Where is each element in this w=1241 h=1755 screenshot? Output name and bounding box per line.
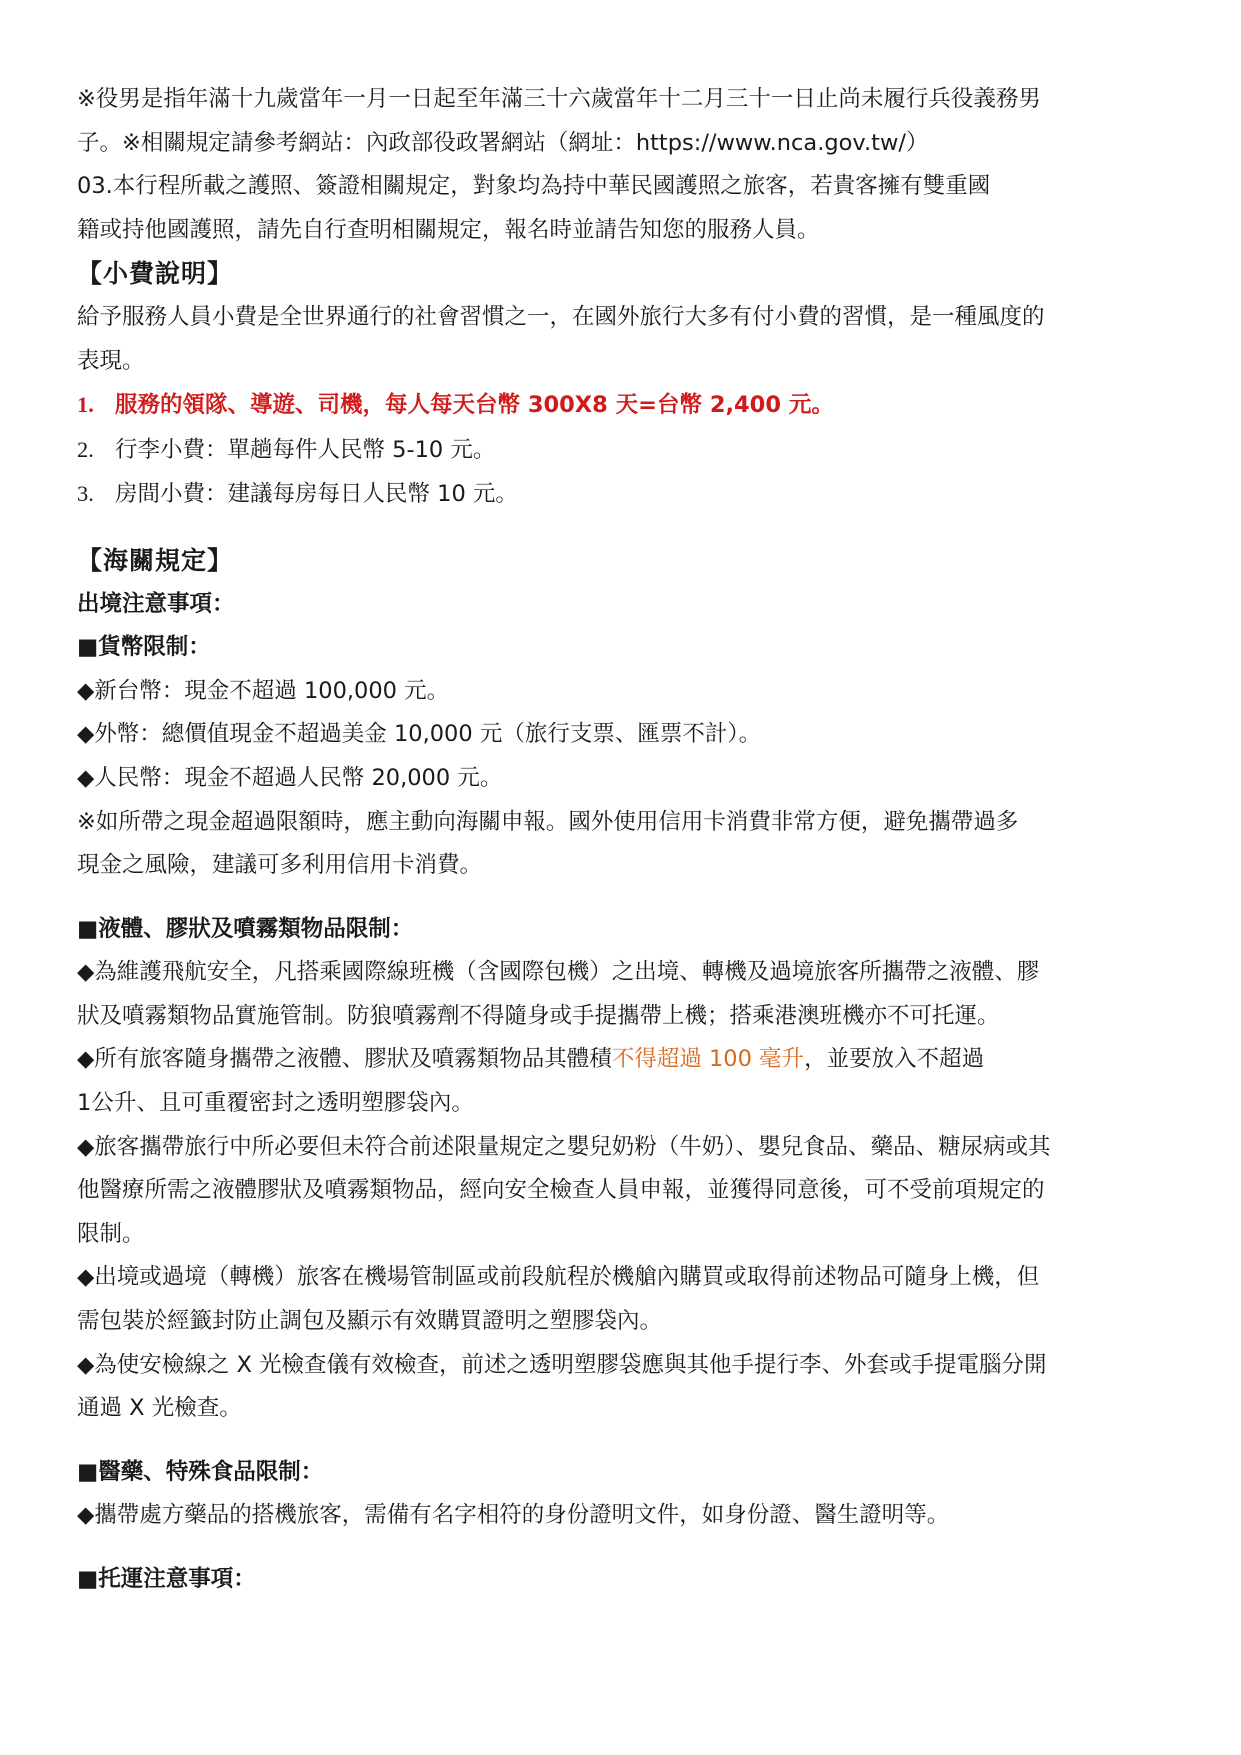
liquids-p3c: 限制。 (77, 1220, 145, 1247)
intro-line-3: 03.本行程所載之護照、簽證相關規定，對象均為持中華民國護照之旅客，若貴客擁有雙重國 (77, 173, 991, 200)
intro-line-4: 籍或持他國護照，請先自行查明相關規定，報名時並請告知您的服務人員。 (77, 216, 820, 243)
spacer (77, 1431, 1181, 1451)
intro-line-1: ※役男是指年滿十九歲當年一月一日起至年滿三十六歲當年十二月三十一日止尚未履行兵役義務男 (77, 86, 1041, 112)
currency-item-1: ◆新台幣：現金不超過 100,000 元。 (77, 677, 450, 704)
currency-title: ■貨幣限制： (77, 634, 211, 661)
tips-item-3 (77, 472, 1181, 517)
tips-item-text: 行李小費：單趟每件人民幣 5-10 元。 (115, 436, 496, 463)
tips-item-number: 1. (77, 392, 94, 418)
tips-item-number: 3. (77, 481, 94, 507)
currency-item-2: ◆外幣：總價值現金不超過美金 10,000 元（旅行支票、匯票不計）。 (77, 721, 762, 748)
liquids-p2a (77, 1038, 1181, 1082)
medicine-title: ■醫藥、特殊食品限制： (77, 1458, 324, 1485)
spacer (77, 517, 1181, 539)
tips-item-text: 房間小費：建議每房每日人民幣 10 元。 (115, 481, 518, 508)
intro-section (77, 78, 1181, 252)
tips-item-1 (77, 383, 1181, 428)
liquids-p1a: ◆為維護飛航安全，凡搭乘國際線班機（含國際包機）之出境、轉機及過境旅客所攜帶之液體、膠 (77, 959, 1040, 986)
liquids-p3b: 他醫療所需之液體膠狀及噴霧類物品，經向安全檢查人員申報，並獲得同意後，可不受前項規定的 (77, 1177, 1045, 1204)
liquids-p5a: ◆為使安檢線之 X 光檢查儀有效檢查，前述之透明塑膠袋應與其他手提行李、外套或手提電腦分開 (77, 1351, 1047, 1378)
tips-desc-2: 表現。 (77, 347, 145, 374)
liquids-p1b: 狀及噴霧類物品實施管制。防狼噴霧劑不得隨身或手提攜帶上機；搭乘港澳班機亦不可托運。 (77, 1002, 1000, 1029)
liquids-title: ■液體、膠狀及噴霧類物品限制： (77, 915, 414, 942)
liquids-p3a: ◆旅客攜帶旅行中所必要但未符合前述限量規定之嬰兒奶粉（牛奶）、嬰兒食品、藥品、糖尿病或其 (77, 1133, 1051, 1160)
intro-line-2: 子。※相關規定請參考網站：內政部役政署網站（網址：https://www.nca.gov.tw/） (77, 129, 929, 156)
spacer (77, 888, 1181, 908)
tips-item-2 (77, 428, 1181, 473)
currency-note-1: ※如所帶之現金超過限額時，應主動向海關申報。國外使用信用卡消費非常方便，避免攜帶過多 (77, 808, 1019, 835)
tips-desc-1: 給予服務人員小費是全世界通行的社會習慣之一，在國外旅行大多有付小費的習慣，是一種風度的 (77, 303, 1045, 330)
customs-section (77, 539, 1181, 1602)
liquids-p2a-post: ，並要放入不超過 (804, 1046, 985, 1073)
departure-title: 出境注意事項： (77, 590, 235, 617)
tips-heading: 【小費說明】 (77, 259, 234, 289)
tips-section (77, 252, 1181, 517)
tips-item-number: 2. (77, 436, 94, 462)
liquids-p4a: ◆出境或過境（轉機）旅客在機場管制區或前段航程於機艙內購買或取得前述物品可隨身上機，但 (77, 1264, 1040, 1291)
currency-note-2: 現金之風險，建議可多利用信用卡消費。 (77, 852, 483, 879)
tips-item-text: 服務的領隊、導遊、司機，每人每天台幣 300X8 天=台幣 2,400 元。 (115, 392, 834, 419)
liquids-p2a-pre: ◆所有旅客隨身攜帶之液體、膠狀及噴霧類物品其體積 (77, 1046, 612, 1073)
currency-item-3: ◆人民幣：現金不超過人民幣 20,000 元。 (77, 764, 503, 791)
medicine-p1: ◆攜帶處方藥品的搭機旅客，需備有名字相符的身份證明文件，如身份證、醫生證明等。 (77, 1502, 950, 1529)
liquids-p5b: 通過 X 光檢查。 (77, 1395, 242, 1422)
liquids-p4b: 需包裝於經籤封防止調包及顯示有效購買證明之塑膠袋內。 (77, 1308, 663, 1335)
liquids-p2b: 1公升、且可重覆密封之透明塑膠袋內。 (77, 1090, 474, 1117)
customs-heading: 【海關規定】 (77, 545, 234, 575)
spacer (77, 1538, 1181, 1558)
checked-baggage-title: ■托運注意事項： (77, 1566, 256, 1592)
liquids-limit-highlight: 不得超過 100 毫升 (611, 1046, 805, 1073)
